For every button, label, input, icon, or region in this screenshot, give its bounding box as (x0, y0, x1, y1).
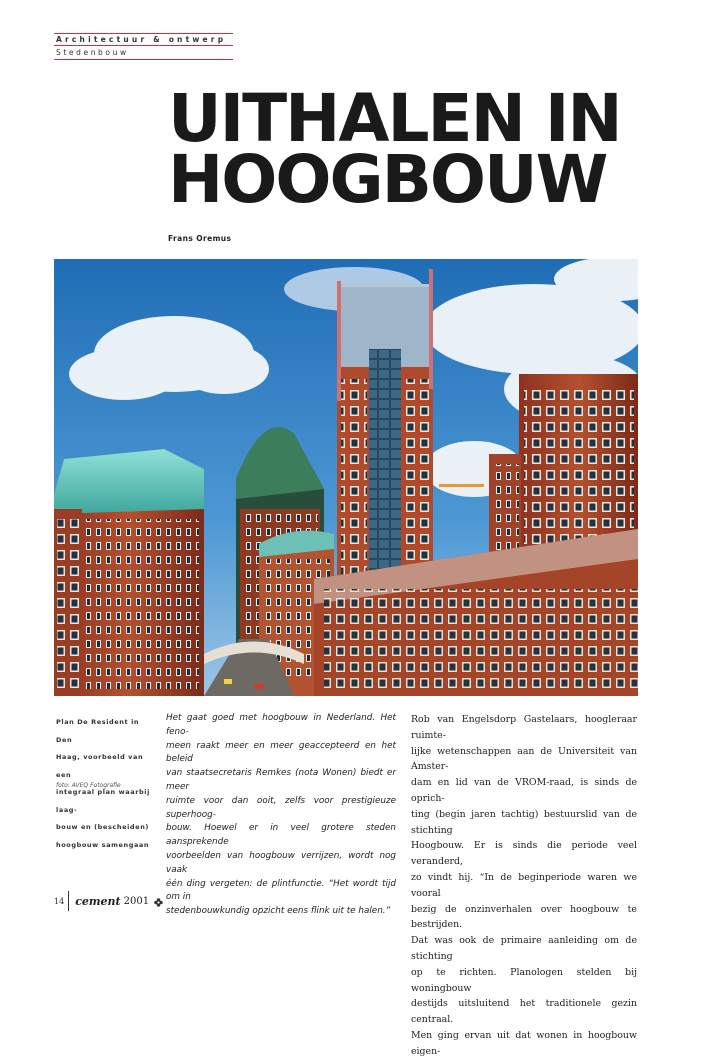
body-line: Rob van Engelsdorp Gastelaars, hoogleraar ruimte- (411, 714, 637, 741)
lead-line: ruimte voor dan ooit, zelfs voor prestigieuze superhoog- (166, 795, 396, 820)
lead-line: meen raakt meer en meer geaccepteerd en het beleid (166, 740, 396, 765)
body-line: lijke wetenschappen aan de Universiteit van Amster- (411, 745, 637, 773)
article-lead (166, 712, 396, 919)
body-line: Men ging ervan uit dat wonen in hoogbouw eigen- (411, 1029, 637, 1057)
subsection-label: Stedenbouw (56, 48, 129, 57)
flower-icon (154, 892, 163, 911)
body-line: Hoogbouw. Er is sinds die periode veel veranderd, (411, 840, 637, 868)
body-line: dam en lid van de VROM-raad, is sinds de oprich- (411, 777, 637, 804)
article-title-line-2: HOOGBOUW (168, 141, 607, 218)
body-line: op te richten. Planologen stelden bij woningbouw (411, 966, 637, 994)
body-line: Dat was ook de primaire aanleiding om de stichting (411, 935, 637, 962)
footer-divider (68, 891, 69, 911)
author-byline: Frans Oremus (168, 234, 232, 243)
lead-line: voorbeelden van hoogbouw verrijzen, wordt nog vaak (166, 850, 396, 875)
photo-credit: foto: AVEQ Fotografie (56, 782, 121, 789)
article-photo (54, 259, 638, 696)
body-line: ting (begin jaren tachtig) bestuurslid van de stichting (411, 808, 637, 836)
header-rule-middle (54, 45, 233, 46)
article-title-line-1: UITHALEN IN (168, 80, 621, 157)
magazine-year: 2001 (123, 895, 150, 907)
photo-caption-line: bouw en (bescheiden) (56, 823, 149, 831)
header-rule-top (54, 33, 233, 34)
article-title (168, 80, 648, 218)
section-label: Architectuur & ontwerp (56, 35, 227, 44)
lead-line: één ding vergeten: de plintfunctie. “Het wordt tijd om in (166, 878, 396, 903)
body-line: bezig de onzinverhalen over hoogbouw te bestrijden. (411, 903, 637, 931)
magazine-name: cement (75, 894, 121, 908)
lead-line: stedenbouwkundig opzicht eens flink uit te halen.” (166, 906, 391, 917)
body-line: destijds uitsluitend het traditionele gezin centraal. (411, 998, 637, 1026)
lead-line: Het gaat goed met hoogbouw in Nederland. Het feno- (166, 713, 396, 737)
header-rule-bottom (54, 59, 233, 60)
article-body (411, 712, 637, 1060)
photo-caption-line: Plan De Resident in Den (56, 718, 140, 744)
photo-caption-line: Haag, voorbeeld van een (56, 753, 144, 779)
body-line: zo vindt hij. “In de beginperiode waren we vooral (411, 871, 637, 899)
lead-line: bouw. Hoewel er in veel grotere steden aansprekende (166, 823, 396, 848)
lead-line: van staatsecretaris Remkes (nota Wonen) biedt er meer (166, 768, 396, 792)
page-footer (54, 890, 163, 912)
page-number: 14 (54, 896, 65, 906)
photo-caption-line: integraal plan waarbij laag- (56, 788, 150, 814)
photo-caption-line: hoogbouw samengaan (56, 840, 150, 849)
